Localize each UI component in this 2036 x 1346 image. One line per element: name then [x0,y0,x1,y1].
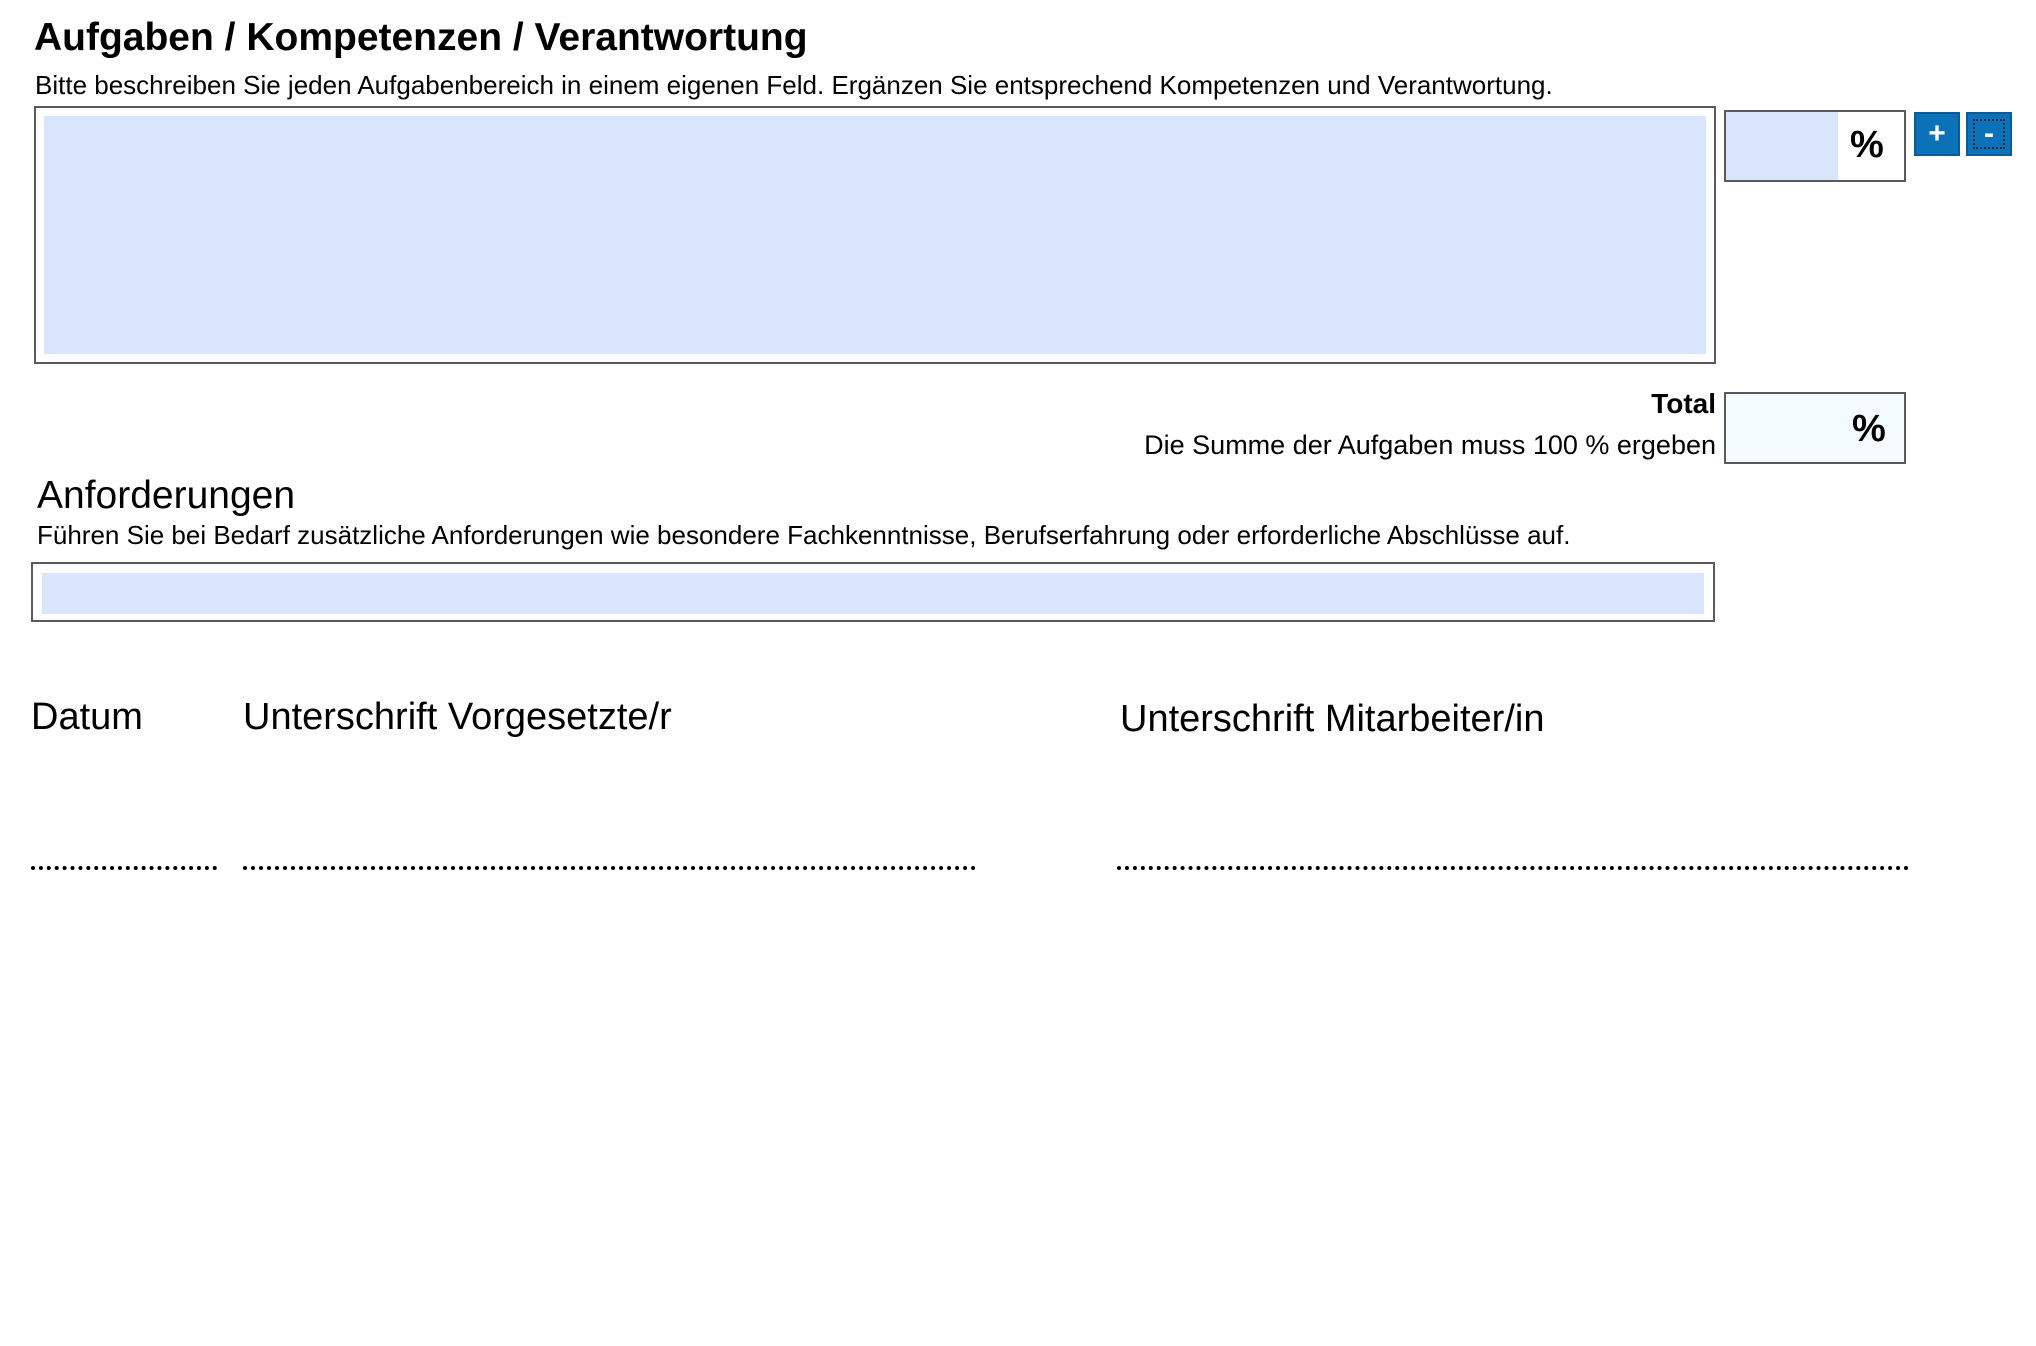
total-percent-sign: % [1852,408,1886,450]
task-description-input[interactable] [44,116,1706,354]
task-percent-sign: % [1850,124,1884,166]
requirements-input[interactable] [42,573,1704,614]
total-hint: Die Summe der Aufgaben muss 100 % ergeben [1144,430,1716,460]
employee-signature-label: Unterschrift Mitarbeiter/in [1120,698,1545,740]
supervisor-signature-line [243,866,976,870]
remove-task-label: - [1984,117,1994,150]
add-task-button[interactable]: + [1914,112,1960,156]
tasks-instructions: Bitte beschreiben Sie jeden Aufgabenbereich in einem eigenen Feld. Ergänzen Sie entsprechend Kompetenzen und Verantwortung. [35,70,1553,100]
task-percent-field [1724,110,1906,182]
employee-signature-line [1117,866,1909,870]
total-label: Total [1651,388,1716,419]
supervisor-signature-label: Unterschrift Vorgesetzte/r [243,696,672,738]
date-signature-line [31,866,217,870]
requirements-field-frame [31,562,1715,622]
tasks-heading: Aufgaben / Kompetenzen / Verantwortung [34,16,808,59]
date-label: Datum [31,696,143,738]
total-percent-field [1724,392,1906,464]
task-field-frame [34,106,1716,364]
remove-task-button[interactable] [1966,112,2012,156]
task-percent-input[interactable] [1726,112,1838,180]
requirements-heading: Anforderungen [37,474,296,517]
requirements-instructions: Führen Sie bei Bedarf zusätzliche Anforderungen wie besondere Fachkenntnisse, Berufserfahrung oder erforderliche Abschlüsse auf. [37,520,1571,550]
focus-outline [1973,119,2005,149]
